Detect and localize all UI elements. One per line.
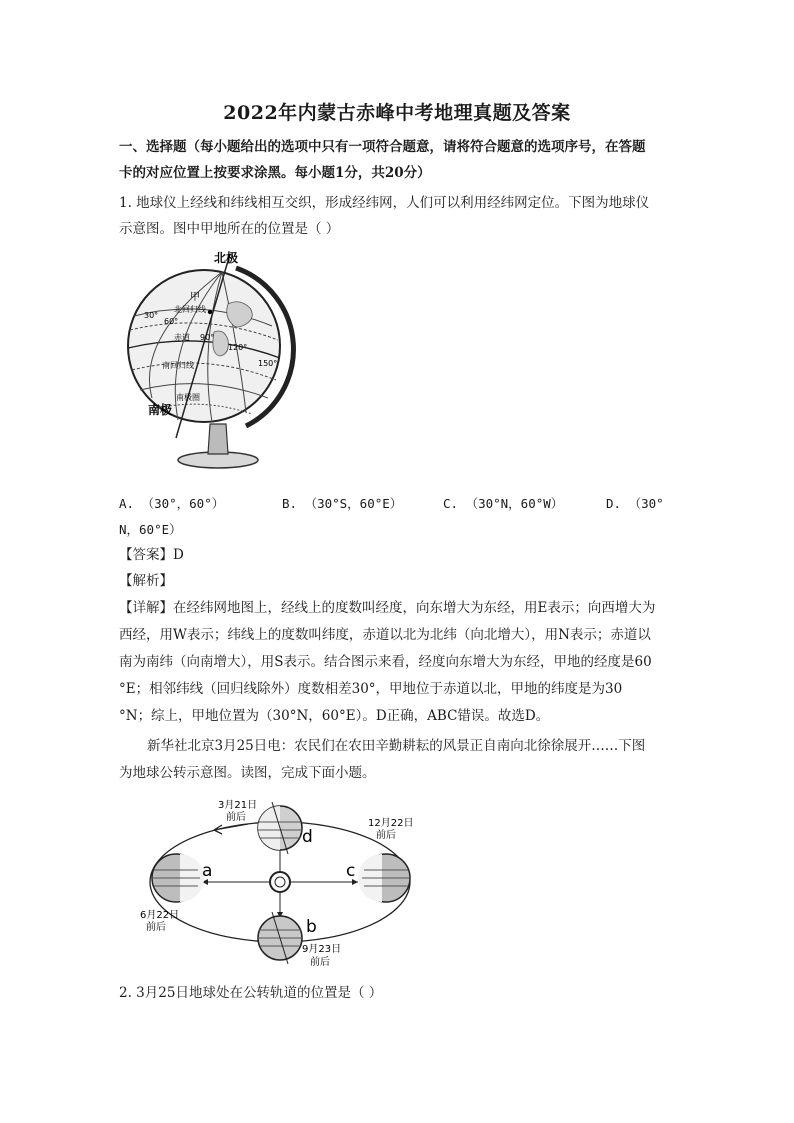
tropic-south-label: 南回归线 xyxy=(162,361,194,370)
globe-sphere xyxy=(128,270,280,422)
north-pole-label: 北极 xyxy=(214,251,239,265)
question-1-line1: 1. 地球仪上经线和纬线相互交织，形成经纬网，人们可以利用经纬网定位。下图为地球仪 xyxy=(119,195,650,211)
deg-30-label: 30° xyxy=(144,311,159,320)
mar21-sub-label: 前后 xyxy=(226,812,246,823)
dec22-sub-label: 前后 xyxy=(376,830,396,841)
option-a: A. （30°，60°） xyxy=(119,496,225,511)
passage-line1: 新华社北京3月25日电：农民们在农田辛勤耕耘的风景正自南向北徐徐展开……下图 xyxy=(147,738,646,754)
jia-label: 甲 xyxy=(190,292,200,303)
earth-jun22 xyxy=(152,854,204,902)
earth-sep23 xyxy=(258,912,302,964)
south-pole-label: 南极 xyxy=(148,403,173,417)
globe-stand xyxy=(208,424,228,454)
jun22-sub-label: 前后 xyxy=(146,922,166,933)
detail-line-4: °E；相邻纬线（回归线除外）度数相差30°，甲地位于赤道以北，甲地的纬度是为30 xyxy=(119,681,623,697)
mar21-label: 3月21日 xyxy=(218,800,258,811)
option-b: B. （30°S，60°E） xyxy=(282,496,403,511)
jun22-label: 6月22日 xyxy=(140,910,180,921)
position-d-label: d xyxy=(302,827,313,847)
detail-line-1: 【详解】在经纬网地图上，经线上的度数叫经度，向东增大为东经，用E表示；向西增大为 xyxy=(119,600,656,616)
detail-line-3: 南为南纬（向南增大），用S表示。结合图示来看，经度向东增大为东经，甲地的经度是60 xyxy=(119,654,652,670)
equator-label: 赤道 xyxy=(174,333,190,342)
question-1-line2: 示意图。图中甲地所在的位置是（ ） xyxy=(119,221,340,237)
sep23-label: 9月23日 xyxy=(302,944,342,955)
deg-90-label: 90° xyxy=(200,333,215,342)
position-a-label: a xyxy=(202,861,213,881)
question-2-line1: 2. 3月25日地球处在公转轨道的位置是（ ） xyxy=(119,985,383,1001)
earth-mar21 xyxy=(258,802,302,854)
detail-line-2: 西经，用W表示；纬线上的度数叫纬度，赤道以北为北纬（向北增大），用N表示；赤道以 xyxy=(119,627,651,643)
jia-point xyxy=(208,310,212,314)
sep23-sub-label: 前后 xyxy=(310,957,330,968)
section-heading-line1: 一、选择题（每小题给出的选项中只有一项符合题意，请将符合题意的选项序号，在答题 xyxy=(119,139,646,155)
orbit-figure xyxy=(118,790,438,976)
globe-figure xyxy=(118,248,308,474)
answer: 【答案】D xyxy=(119,547,184,563)
deg-150-label: 150° xyxy=(258,359,278,368)
page-title: 2022年内蒙古赤峰中考地理真题及答案 xyxy=(223,102,571,124)
option-d: D. （30° xyxy=(606,496,664,511)
deg-60-label: 60° xyxy=(164,317,179,326)
antarctic-circle-label: 南极圈 xyxy=(176,393,200,402)
section-heading-line2: 卡的对应位置上按要求涂黑。每小题1分，共20分） xyxy=(119,165,431,181)
position-c-label: c xyxy=(346,861,356,881)
position-b-label: b xyxy=(306,917,317,937)
tropic-north-label: 北回归线 xyxy=(174,305,206,314)
deg-120-label: 120° xyxy=(228,343,248,352)
passage-line2: 为地球公转示意图。读图，完成下面小题。 xyxy=(119,765,376,781)
earth-dec22 xyxy=(358,854,410,902)
detail-line-5: °N；综上，甲地位置为（30°N，60°E）。D正确，ABC错误。故选D。 xyxy=(119,708,550,724)
option-c: C. （30°N，60°W） xyxy=(443,496,564,511)
analysis-label: 【解析】 xyxy=(119,573,173,589)
option-d-continued: N，60°E） xyxy=(119,522,182,537)
dec22-label: 12月22日 xyxy=(368,818,414,829)
